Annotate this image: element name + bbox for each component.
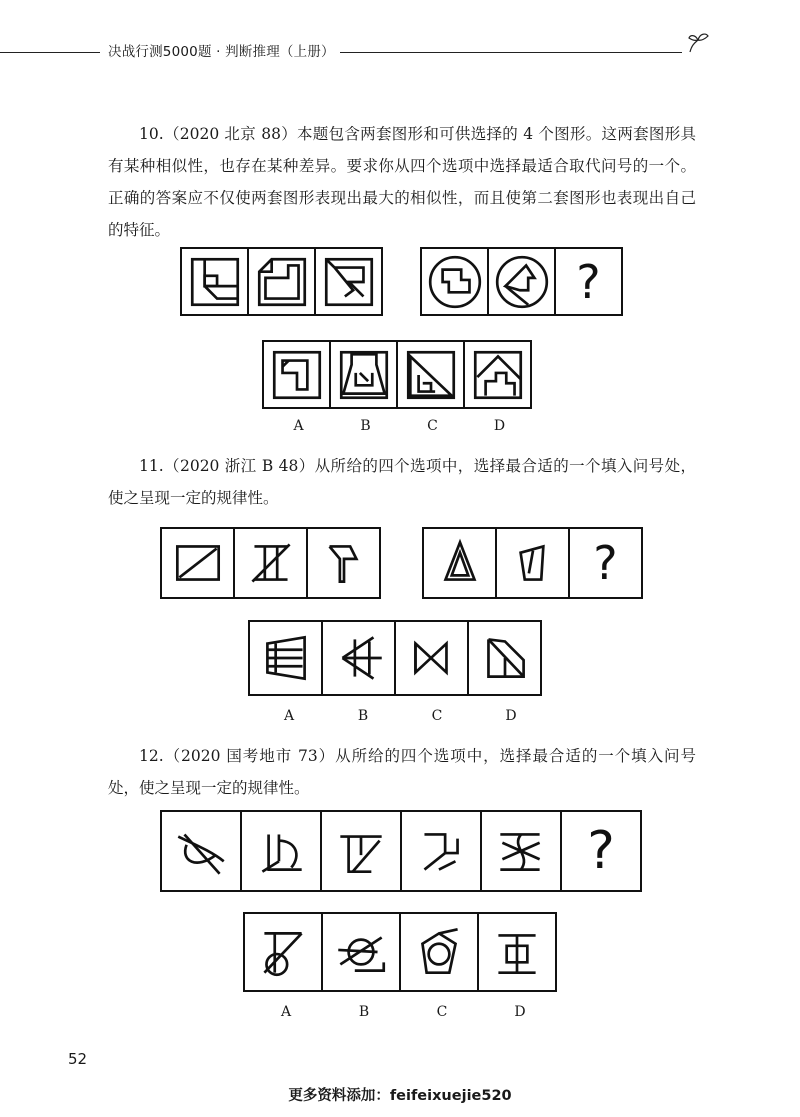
option-d[interactable]: [467, 620, 542, 696]
figure-cell: [240, 810, 322, 892]
header-rule-left: [0, 52, 100, 53]
question-number: 12.: [139, 747, 164, 765]
figure-cell: [495, 527, 570, 599]
question-text: 从所给的四个选项中，选择最合适的一个填入问号处，使之呈现一定的规律性。: [108, 457, 696, 507]
q11-set-2: [422, 527, 643, 599]
question-mark: ?: [587, 821, 615, 881]
figure-cell: [420, 247, 489, 316]
option-d[interactable]: [463, 340, 532, 409]
q12-sequence: [160, 810, 642, 892]
option-label: C: [427, 418, 438, 434]
question-11: [108, 450, 696, 514]
option-label: A: [280, 1004, 292, 1020]
option-label: B: [357, 708, 369, 724]
option-label: D: [493, 418, 506, 434]
option-c[interactable]: [399, 912, 479, 992]
option-b[interactable]: [329, 340, 398, 409]
question-12: [108, 740, 696, 804]
option-label: C: [431, 708, 443, 724]
q12-option-labels: [247, 1004, 559, 1020]
option-c[interactable]: [396, 340, 465, 409]
question-number: 11.: [139, 457, 164, 475]
figure-cell: [247, 247, 316, 316]
q12-options: [243, 912, 557, 992]
option-c[interactable]: [394, 620, 469, 696]
figure-cell: [160, 810, 242, 892]
figure-cell: [422, 527, 497, 599]
option-a[interactable]: [262, 340, 331, 409]
option-label: B: [360, 418, 371, 434]
figure-cell: [487, 247, 556, 316]
question-number: 10.: [139, 125, 164, 143]
option-label: A: [283, 708, 295, 724]
q11-set-1: [160, 527, 381, 599]
question-mark-cell: [568, 527, 643, 599]
question-source: （2020 北京 88）: [163, 125, 298, 143]
question-mark-cell: [554, 247, 623, 316]
option-a[interactable]: [248, 620, 323, 696]
question-10: [108, 118, 696, 246]
option-label: C: [436, 1004, 448, 1020]
question-mark: ?: [593, 536, 618, 590]
question-text: 本题包含两套图形和可供选择的 4 个图形。这两套图形具有某种相似性，也存在某种差异。要求你从四个选项中选择最适合取代问号的一个。正确的答案应不仅使两套图形表现出最大的相似性，而且使第二套图形也表现出自己的特征。: [108, 125, 697, 239]
option-d[interactable]: [477, 912, 557, 992]
q10-option-labels: [265, 418, 533, 434]
header-title: 决战行测5000题 · 判断推理（上册）: [108, 44, 335, 60]
option-label: A: [293, 418, 304, 434]
figure-cell: [160, 527, 235, 599]
option-label: D: [514, 1004, 526, 1020]
page-number: 52: [68, 1050, 88, 1068]
footer-note: 更多资料添加：feifeixuejie520: [288, 1088, 512, 1104]
figure-cell: [233, 527, 308, 599]
figure-cell: [480, 810, 562, 892]
running-header: [0, 40, 800, 70]
figure-cell: [314, 247, 383, 316]
option-label: B: [358, 1004, 370, 1020]
sprout-icon: [686, 30, 710, 54]
question-mark: ?: [576, 254, 601, 309]
option-label: D: [505, 708, 517, 724]
option-a[interactable]: [243, 912, 323, 992]
question-text: 从所给的四个选项中，选择最合适的一个填入问号处，使之呈现一定的规律性。: [108, 747, 696, 797]
q10-set-2: [420, 247, 623, 316]
q10-set-1: [180, 247, 383, 316]
option-b[interactable]: [321, 620, 396, 696]
figure-cell: [400, 810, 482, 892]
q11-option-labels: [252, 708, 548, 724]
option-b[interactable]: [321, 912, 401, 992]
question-mark-cell: [560, 810, 642, 892]
q11-options: [248, 620, 542, 696]
question-source: （2020 国考地市 73）: [163, 747, 336, 765]
figure-cell: [320, 810, 402, 892]
figure-cell: [180, 247, 249, 316]
figure-cell: [306, 527, 381, 599]
header-rule-right: [340, 52, 682, 53]
question-source: （2020 浙江 B 48）: [163, 457, 315, 475]
q10-options: [262, 340, 532, 409]
